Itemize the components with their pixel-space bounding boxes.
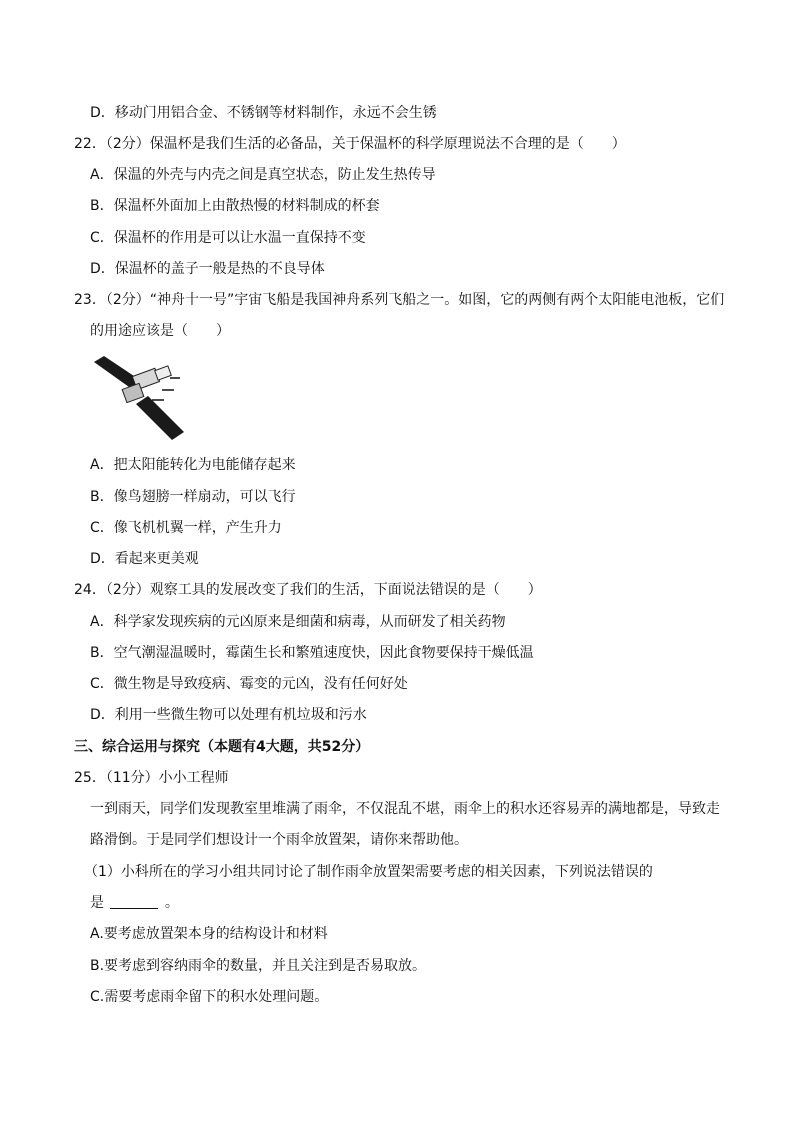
- q25-part1-prefix: 是: [90, 895, 104, 911]
- q25-part1-line2: [90, 893, 179, 913]
- q22-stem: 22．（2分）保温杯是我们生活的必备品，关于保温杯的科学原理说法不合理的是（ ）: [74, 136, 626, 152]
- spacecraft-module-rear: [122, 383, 144, 402]
- q23-option-b: B．像鸟翅膀一样扇动，可以飞行: [90, 489, 296, 505]
- q24-stem: 24．（2分）观察工具的发展改变了我们的生活，下面说法错误的是（ ）: [74, 582, 542, 598]
- q25-part1-suffix: 。: [164, 895, 179, 911]
- q25-paragraph-line1: 一到雨天，同学们发现教室里堆满了雨伞，不仅混乱不堪，雨伞上的积水还容易弄的满地都是，导致走: [90, 801, 720, 817]
- spacecraft-module-front: [155, 366, 172, 380]
- solar-panel-right: [136, 396, 184, 440]
- q24-option-c: C．微生物是导致疫病、霉变的元凶，没有任何好处: [90, 676, 408, 692]
- q25-part1-option-c: C.需要考虑雨伞留下的积水处理问题。: [90, 989, 329, 1005]
- q23-option-a: A．把太阳能转化为电能储存起来: [90, 457, 296, 473]
- q22-option-a: A．保温的外壳与内壳之间是真空状态，防止发生热传导: [90, 167, 436, 183]
- q23-stem-line2: 的用途应该是（ ）: [90, 323, 230, 339]
- spacecraft-figure: [90, 352, 186, 442]
- q24-option-b: B．空气潮湿温暖时，霉菌生长和繁殖速度快，因此食物要保持干燥低温: [90, 645, 534, 661]
- q25-part1-option-a: A.要考虑放置架本身的结构设计和材料: [90, 926, 328, 942]
- q22-option-d: D．保温杯的盖子一般是热的不良导体: [90, 261, 325, 277]
- q25-stem: 25．（11分）小小工程师: [74, 770, 229, 786]
- q25-part1-line1: （1）小科所在的学习小组共同讨论了制作雨伞放置架需要考虑的相关因素，下列说法错误的: [84, 864, 653, 880]
- q24-option-d: D．利用一些微生物可以处理有机垃圾和污水: [90, 707, 367, 723]
- q21-option-d: D．移动门用铝合金、不锈钢等材料制作，永远不会生锈: [90, 105, 437, 121]
- q23-stem-line1: 23．（2分）“神舟十一号”宇宙飞船是我国神舟系列飞船之一。如图，它的两侧有两个太阳能电池板，它们: [74, 292, 725, 308]
- section-3-heading: 三、综合运用与探究（本题有4大题，共52分）: [74, 739, 370, 755]
- q22-option-c: C．保温杯的作用是可以让水温一直保持不变: [90, 230, 366, 246]
- q23-option-c: C．像飞机机翼一样，产生升力: [90, 520, 282, 536]
- q22-option-b: B．保温杯外面加上由散热慢的材料制成的杯套: [90, 198, 380, 214]
- answer-blank[interactable]: [110, 894, 158, 909]
- q23-option-d: D．看起来更美观: [90, 551, 199, 567]
- q25-paragraph-line2: 路滑倒。于是同学们想设计一个雨伞放置架，请你来帮助他。: [90, 832, 468, 848]
- q24-option-a: A．科学家发现疾病的元凶原来是细菌和病毒，从而研发了相关药物: [90, 614, 506, 630]
- q25-part1-option-b: B.要考虑到容纳雨伞的数量，并且关注到是否易取放。: [90, 958, 427, 974]
